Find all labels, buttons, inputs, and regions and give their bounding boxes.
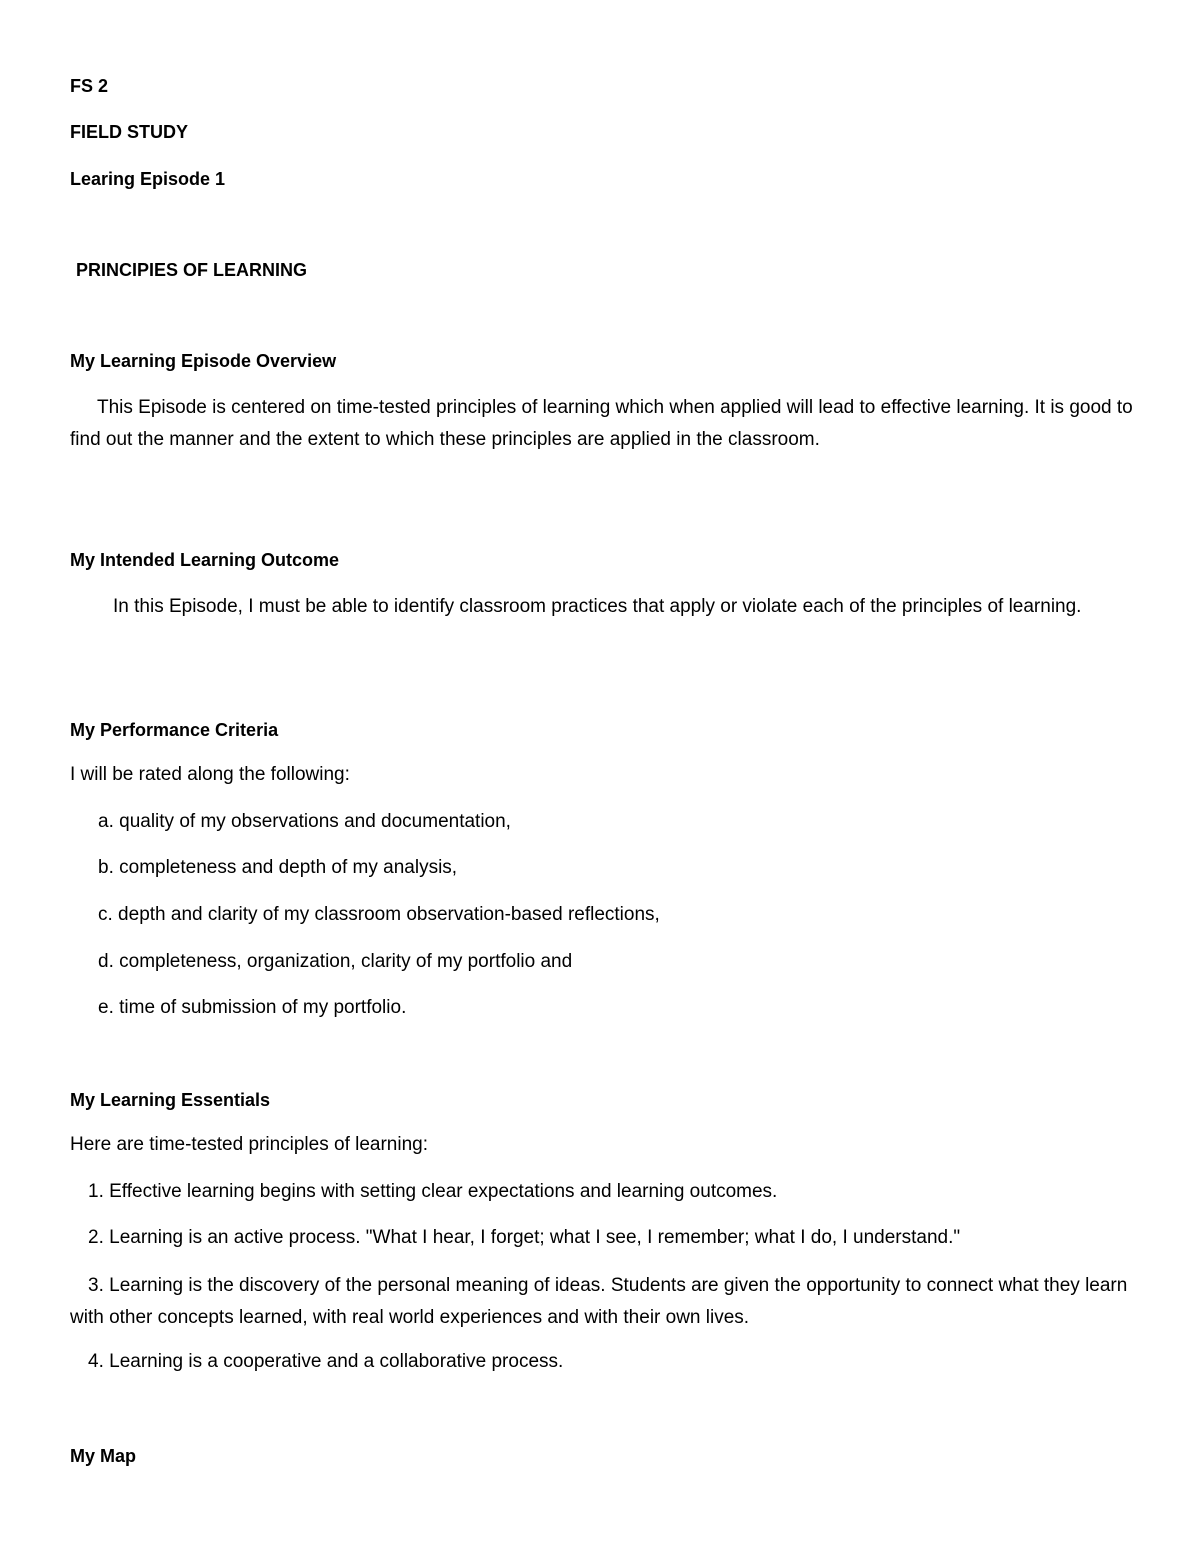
criteria-intro: I will be rated along the following:	[70, 764, 350, 785]
course-name: FIELD STUDY	[70, 122, 189, 142]
principle-item: 1. Effective learning begins with setting clear expectations and learning outcomes.	[88, 1181, 778, 1202]
episode-label: Learing Episode 1	[70, 169, 226, 189]
criteria-item: b. completeness and depth of my analysis,	[98, 857, 458, 878]
principle-item: 4. Learning is a cooperative and a collaborative process.	[88, 1351, 564, 1372]
criteria-item: a. quality of my observations and documentation,	[98, 811, 511, 832]
principle-item: 3. Learning is the discovery of the personal meaning of ideas. Students are given the opportunity to connect what they learn with other concepts learned, with real world experiences and with their own lives.	[70, 1275, 1128, 1328]
course-code: FS 2	[70, 76, 109, 96]
essentials-heading: My Learning Essentials	[70, 1090, 271, 1110]
document-title: PRINCIPIES OF LEARNING	[76, 260, 308, 280]
principle-item: 2. Learning is an active process. "What I hear, I forget; what I see, I remember; what I do, I understand."	[88, 1227, 961, 1248]
criteria-item: d. completeness, organization, clarity of my portfolio and	[98, 951, 573, 972]
criteria-heading: My Performance Criteria	[70, 720, 279, 740]
outcome-paragraph: In this Episode, I must be able to identify classroom practices that apply or violate each of the principles of learning.	[113, 596, 1082, 617]
criteria-item: c. depth and clarity of my classroom observation-based reflections,	[98, 904, 660, 925]
outcome-heading: My Intended Learning Outcome	[70, 550, 340, 570]
overview-paragraph: This Episode is centered on time-tested principles of learning which when applied will lead to effective learning. It is good to find out the manner and the extent to which these principles are applied in the classroom.	[70, 397, 1133, 450]
map-heading: My Map	[70, 1446, 137, 1466]
overview-heading: My Learning Episode Overview	[70, 351, 337, 371]
essentials-intro: Here are time-tested principles of learning:	[70, 1134, 429, 1155]
criteria-item: e. time of submission of my portfolio.	[98, 997, 407, 1018]
